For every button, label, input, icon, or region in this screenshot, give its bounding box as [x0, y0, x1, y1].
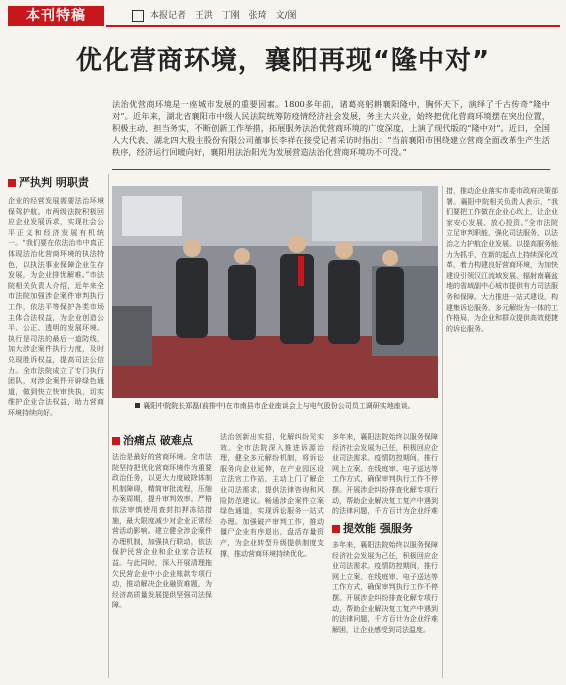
news-photo [112, 186, 438, 398]
photo-scene [112, 186, 438, 398]
body-column-1: 企业的经营发展需要法治环境保驾护航。市两级法院积极回应企业发展诉求，实现社会公平正义和经济发展有机统一。“我们要在依法治市中真正体现法治化营商环境的执法特色，以执法事业保障企业生存发展，为企业排忧解难。”市法院相关负责人介绍，近年来全市法院加强涉企案件审判执行工作，依法平等保护各类市场主体合法权益，为企业创造公平、公正、透明的发展环境。执行是司法的最后一道防线，加大涉企案件执行力度，及时兑现胜诉权益，提高司法公信力。全市法院成立了专门执行团队，对涉企案件开辟绿色通道，做到快立快审快执，切实维护企业合法权益，助力营商环境持续向好。 [8, 197, 104, 417]
body-column-3: 法治创新出实招，化解纠纷见实效。全市法院深入推进诉源治理，健全多元解纷机制，将诉讼服务向企业延伸，在产业园区设立法官工作站，主动上门了解企业司法需求，提供法律咨询和风险防范建议。畅通涉企案件立案绿色通道，实现诉讼服务一站式办理。加强破产审判工作，推动僵尸企业有序退出，盘活存量资产，为企业转型升级提供制度支撑，推动营商环境持续优化。 [220, 433, 324, 558]
lead-divider [112, 169, 550, 170]
column-divider [442, 186, 443, 678]
caption-marker-icon [135, 403, 140, 408]
section-marker-icon [112, 437, 120, 445]
body-column-4-top: 多年来，襄阳法院始终以服务保障经济社会发展为己任，积极回应企业司法需求。疫情防控期间，推行网上立案、在线庭审、电子送达等工作方式，确保审判执行工作不停摆。开展涉企纠纷排查化解专项行动，帮助企业解决复工复产中遇到的法律问题，千方百计为企业纾难 [332, 433, 438, 516]
byline-marker-icon [132, 10, 144, 22]
column-divider [108, 174, 109, 678]
byline: 本报记者 王洪 丁刚 张琦 文/图 [150, 11, 297, 21]
body-column-right: 措，推动企业落实市委市政府决策部署。襄阳中院相关负责人表示，“我们要把工作做在企业心坎上，让企业家安心发展、放心投资。”全市法院立足审判职能，强化司法服务，以法治之力护航企业发展。以提高服务能力为抓手，在新的起点上持续深化改革，着力构建良好营商环境，为加快建设引领汉江流域发展、辐射南襄盆地的省域副中心城市提供有力司法服务和保障。大力推进一站式建设，构建集诉讼服务、多元解纷为一体的工作格局，为企业和群众提供高效便捷的诉讼服务。 [446, 187, 558, 333]
article-lead: 法治优营商环境是一座城市发展的重要因素。1800多年前，诸葛亮躬耕襄阳隆中，胸怀天下，演绎了千古传奇“隆中对”。近年来，湖北省襄阳市中级人民法院统筹防疫情经济社会发展，务主大兴业，始终把优化营商环境摆在突出位置，积极主动、担当务实，不断创新工作举措，拓展服务法治优营商环境的广度深度，上演了现代版的“隆中对”。近日，全国人大代表、湖北四大股主股份有限公司董事长李祥在接受记者采访时指出：“当前襄阳市围绕建立营商全面改革生产生活秩序，经济运行回暖向好，襄阳用法治阳光为发展营造法治化营商环境功不可没。” [112, 99, 550, 157]
section-marker-icon [8, 179, 16, 187]
section-heading-2 [112, 432, 193, 448]
section-heading-text: 提效能 强服务 [343, 522, 413, 535]
photo-caption [112, 401, 438, 411]
section-marker-icon [332, 525, 340, 533]
header-rule [106, 25, 560, 27]
section-heading-1 [8, 174, 89, 190]
body-column-4-bottom: 多年来，襄阳法院始终以服务保障经济社会发展为己任，积极回应企业司法需求。疫情防控期间，推行网上立案、在线庭审、电子送达等工作方式，确保审判执行工作不停摆。开展涉企纠纷排查化解专项行动，帮助企业解决复工复产中遇到的法律问题，千方百计为企业纾难解困，让企业感受到司法温度。 [332, 541, 438, 634]
section-heading-3 [332, 520, 413, 536]
page-header [8, 6, 560, 26]
body-column-2: 法治是最好的营商环境。全市法院坚持把优化营商环境作为重要政治任务，以更大力度破除体制机制障碍，精简审批流程，压缩办案周期，提升审判效率。严格依法审慎使用查封扣押冻结措施，最大限度减少对企业正常经营活动影响。建立健全涉企案件办理机制，加强执行联动，依法保护民营企业和企业家合法权益。与此同时，深入开展清理拖欠民营企业中小企业账款专项行动，推动解决企业融资难题，为经济高质量发展提供坚强司法保障。 [112, 453, 212, 610]
section-heading-text: 治痛点 破难点 [123, 434, 193, 447]
photo-caption-text: 襄阳中院院长郑磊(前排中)在市南县市企业座谈会上与电气股份公司员工调研实地座谈。 [143, 402, 415, 410]
section-heading-text: 严执判 明职责 [19, 176, 89, 189]
article-title: 优化营商环境，襄阳再现“隆中对” [75, 46, 491, 76]
column-badge: 本刊特稿 [8, 6, 104, 26]
